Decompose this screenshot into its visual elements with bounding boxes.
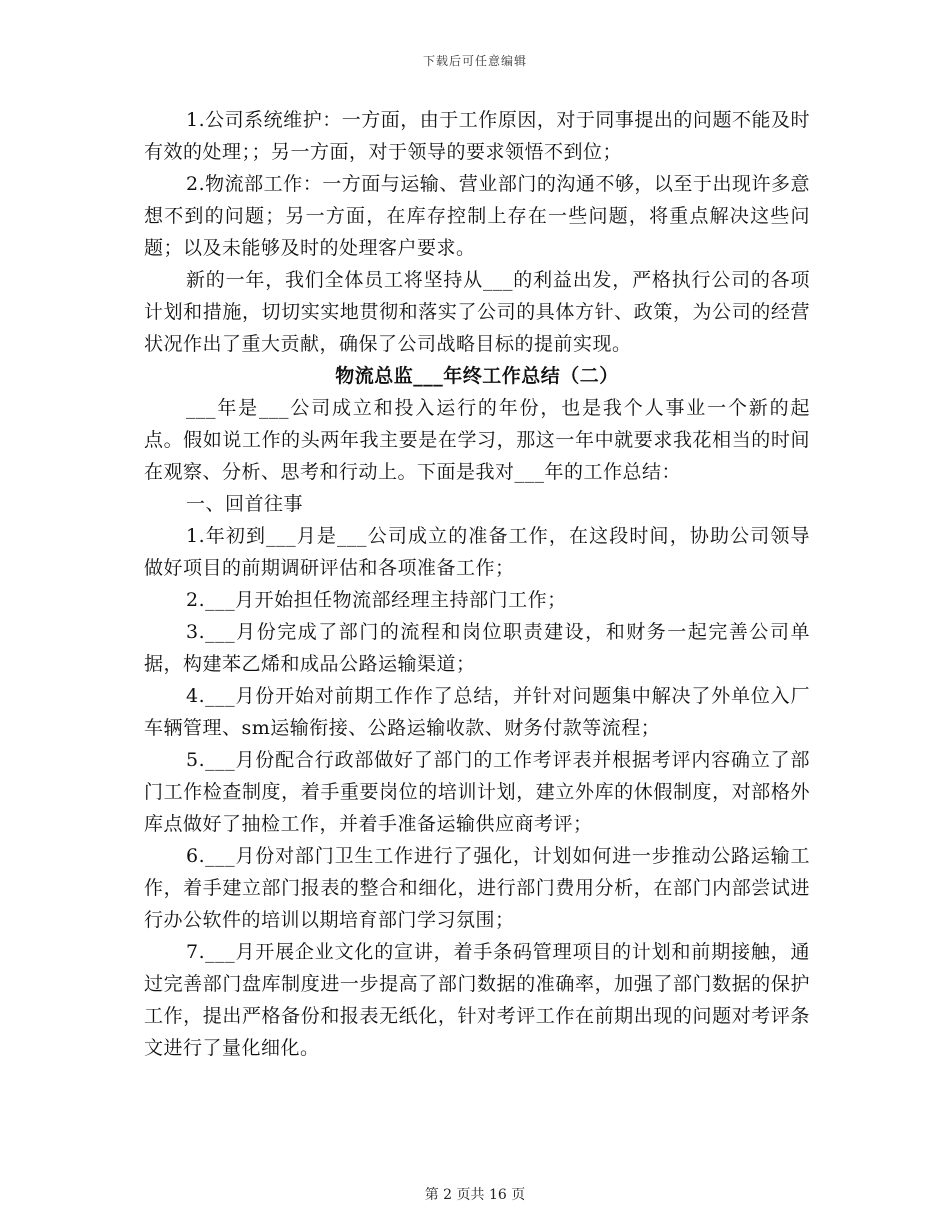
list-item-5: 5.___月份配合行政部做好了部门的工作考评表并根据考评内容确立了部门工作检查制度，着手重要岗位的培训计划，建立外库的休假制度，对部格外库点做好了抽检工作，并着手准备运输供应商考评； <box>144 749 810 835</box>
page-header-note: 下载后可任意编辑 <box>422 54 527 68</box>
section-title: 物流总监___年终工作总结（二） <box>335 365 619 387</box>
document-body <box>144 104 810 1064</box>
paragraph-system-maintenance: 1.公司系统维护：一方面，由于工作原因，对于同事提出的问题不能及时有效的处理；；另一方面，对于领导的要求领悟不到位； <box>144 109 810 163</box>
list-item-3: 3.___月份完成了部门的流程和岗位职责建设，和财务一起完善公司单据，构建苯乙烯和成品公路运输渠道； <box>144 621 810 675</box>
list-item-4: 4.___月份开始对前期工作作了总结，并针对问题集中解决了外单位入厂车辆管理、sm运输衔接、公路运输收款、财务付款等流程； <box>144 685 810 739</box>
paragraph-new-year: 新的一年，我们全体员工将坚持从___的利益出发，严格执行公司的各项计划和措施，切切实实地贯彻和落实了公司的具体方针、政策，为公司的经营状况作出了重大贡献，确保了公司战略目标的提前实现。 <box>144 269 810 355</box>
list-item-2: 2.___月开始担任物流部经理主持部门工作； <box>186 589 567 611</box>
list-item-7: 7.___月开展企业文化的宣讲，着手条码管理项目的计划和前期接触，通过完善部门盘库制度进一步提高了部门数据的准确率，加强了部门数据的保护工作，提出严格备份和报表无纸化，针对考评工作在前期出现的问题对考评条文进行了量化细化。 <box>144 941 810 1059</box>
section-heading-review: 一、回首往事 <box>186 493 304 515</box>
page-number: 第 2 页共 16 页 <box>424 1187 526 1203</box>
list-item-6: 6.___月份对部门卫生工作进行了强化，计划如何进一步推动公路运输工作，着手建立部门报表的整合和细化，进行部门费用分析，在部门内部尝试进行办公软件的培训以期培育部门学习氛围； <box>144 845 810 931</box>
paragraph-intro: ___年是___公司成立和投入运行的年份，也是我个人事业一个新的起点。假如说工作的头两年我主要是在学习，那这一年中就要求我花相当的时间在观察、分析、思考和行动上。下面是我对___年的工作总结： <box>144 397 810 483</box>
paragraph-logistics-work: 2.物流部工作：一方面与运输、营业部门的沟通不够，以至于出现许多意想不到的问题；另一方面，在库存控制上存在一些问题，将重点解决这些问题；以及未能够及时的处理客户要求。 <box>144 173 810 259</box>
list-item-1: 1.年初到___月是___公司成立的准备工作，在这段时间，协助公司领导做好项目的前期调研评估和各项准备工作； <box>144 525 810 579</box>
